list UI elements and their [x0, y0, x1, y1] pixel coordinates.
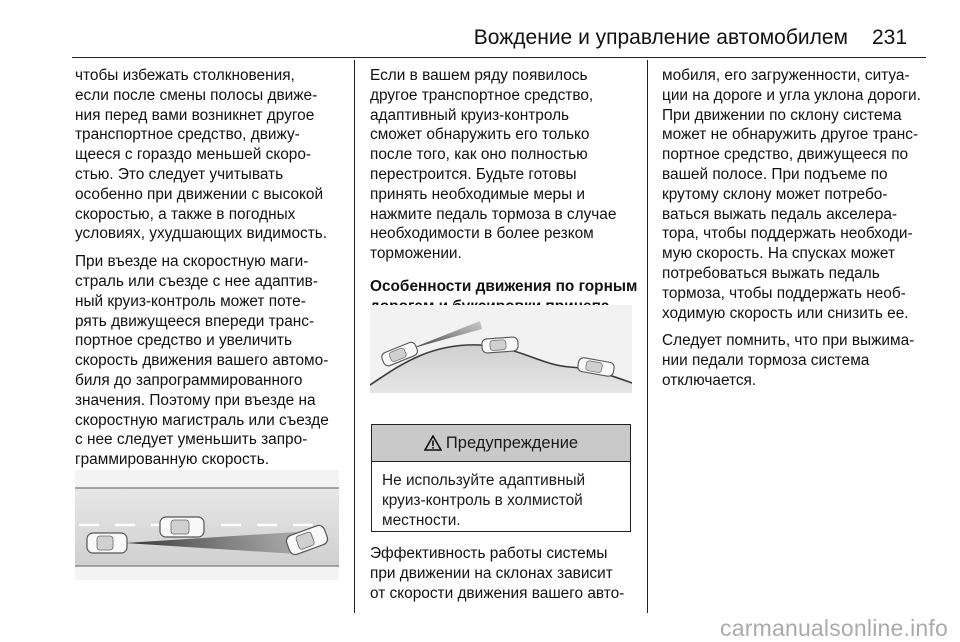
- hill-illustration: [370, 305, 632, 393]
- column-2: [370, 66, 640, 327]
- column-1: [75, 66, 350, 513]
- col2-paragraph-1: Если в вашем ряду появилось другое транспортное средство, адаптивный круиз-контроль сможет обнаружить его только после того, как оно полностью перестроится. Будьте готовы принять необходимые меры и нажмите педаль тормоза в случае необходимости в более резком торможении.: [370, 67, 617, 263]
- watermark: carmanualsonline.info: [720, 615, 948, 641]
- warning-header: [372, 425, 630, 462]
- hill-car-2-icon: [482, 337, 519, 353]
- header-rule: [72, 57, 926, 58]
- col1-paragraph-2: При въезде на скоростную маги- страль или съезде с нее адаптив- ный круиз-контроль может поте- рять движущееся впереди транс- портное средство и увеличить скорость движения вашего автомо- биля до запрограммированного значения. Поэтому при въезде на скоростную магистраль или съезде с нее следует уменьшить запро- граммированную скорость.: [75, 253, 329, 469]
- column-divider-2: [647, 60, 648, 613]
- column-divider-1: [354, 60, 355, 613]
- page-number: 231: [872, 26, 908, 49]
- col2-paragraph-2: Эффективность работы системы при движении на склонах зависит от скорости движения вашего авто-: [370, 545, 625, 602]
- hills-towing-heading: Особенности движения по горным: [370, 277, 638, 295]
- header-title: Вождение и управление автомобилем: [473, 26, 848, 49]
- warning-text: Не используйте адаптивный круиз-контроль в холмистой местности.: [382, 472, 586, 529]
- lane-change-illustration: [75, 470, 339, 580]
- column-2-lower: [370, 544, 640, 611]
- warning-title: Предупреждение: [445, 433, 579, 452]
- col3-paragraph-1: мобиля, его загруженности, ситуа- ции на дороге и угла уклона дороги. При движении по склону система может не обнаружить другое транс- портное средство, движущееся по вашей полосе. При подъеме по крутому склону может потребо- ваться выжать педаль акселера- тора, чтобы поддержать необходи- мую скорость. На спусках может потребоваться выжать педаль тормоза, чтобы поддержать необ- ходимую скорость или снизить ее.: [662, 67, 921, 322]
- warning-box: [371, 424, 631, 532]
- warning-triangle-icon: [424, 435, 442, 451]
- col1-paragraph-1: чтобы избежать столкновения, если после смены полосы движе- ния перед вами возникнет другое транспортное средство, движу- щееся с гораздо меньшей скоро- стью. Это следует учитывать особенно при движении с высокой скоростью, а также в погодных условиях, ухудшающих видимость.: [75, 67, 328, 243]
- col3-paragraph-2: Следует помнить, что при выжима- нии педали тормоза система отключается.: [662, 332, 915, 389]
- column-3: [662, 66, 937, 399]
- car-ahead-icon: [160, 517, 204, 537]
- car-own-icon: [87, 533, 127, 553]
